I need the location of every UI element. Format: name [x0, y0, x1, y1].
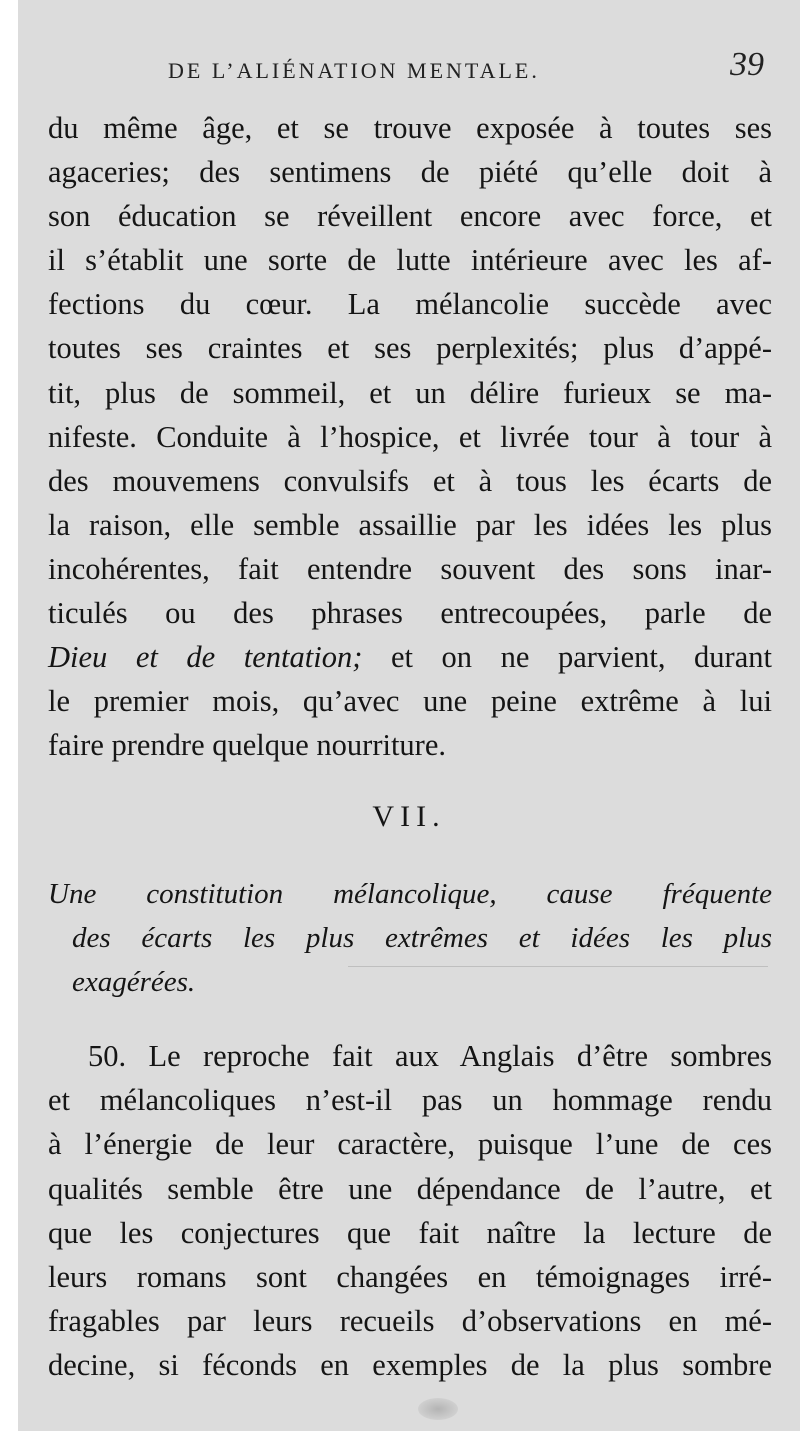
text-line: nifeste. Conduite à l’hospice, et livrée tour à tour à: [48, 419, 772, 454]
subheading-line: des écarts les plus extrêmes et idées les plus: [72, 922, 772, 954]
text-line: du même âge, et se trouve exposée à toutes ses: [48, 111, 772, 145]
text-line: leurs romans sont changées en témoignages irré-: [48, 1259, 772, 1294]
text-line: et mélancoliques n’est-il pas un hommage rendu: [48, 1083, 772, 1118]
italic-phrase: Dieu et de tentation;: [48, 640, 363, 675]
text-line: ticulés ou des phrases entrecoupées, parle de: [48, 596, 772, 631]
text-run: et on ne parvient, durant: [362, 640, 772, 675]
book-page: [18, 0, 800, 1431]
text-line: tit, plus de sommeil, et un délire furieux se ma-: [48, 375, 772, 410]
page-number: 39: [730, 46, 764, 83]
running-title: DE L’ALIÉNATION MENTALE.: [168, 58, 540, 83]
scan-margin: [0, 0, 18, 1431]
text-line: fragables par leurs recueils d’observations en mé-: [48, 1304, 772, 1339]
text-line: toutes ses craintes et ses perplexités; plus d’appé-: [48, 331, 772, 366]
text-line: fections du cœur. La mélancolie succède avec: [48, 287, 772, 322]
text-line: il s’établit une sorte de lutte intérieure avec les af-: [48, 243, 772, 278]
printer-ornament: [418, 1398, 458, 1420]
paragraph-50: [48, 1034, 772, 1388]
section-number: VII.: [372, 800, 446, 833]
text-line: decine, si féconds en exemples de la plus sombre: [48, 1348, 772, 1383]
text-line: 50. Le reproche fait aux Anglais d’être sombres: [88, 1039, 772, 1073]
subheading-line: exagérées.: [72, 966, 196, 998]
text-line: que les conjectures que fait naître la lecture de: [48, 1215, 772, 1250]
text-line: la raison, elle semble assaillie par les idées les plus: [48, 507, 772, 542]
text-line: incohérentes, fait entendre souvent des sons inar-: [48, 551, 772, 586]
text-line: son éducation se réveillent encore avec force, et: [48, 199, 772, 234]
text-line-mixed: [48, 635, 772, 679]
text-line: le premier mois, qu’avec une peine extrême à lui: [48, 684, 772, 719]
section-subheading: [48, 872, 772, 1004]
text-line: faire prendre quelque nourriture.: [48, 728, 447, 763]
text-line: agaceries; des sentimens de piété qu’elle doit à: [48, 155, 772, 190]
text-line: des mouvemens convulsifs et à tous les écarts de: [48, 463, 772, 498]
paragraph-continued: [48, 106, 772, 767]
subheading-line: Une constitution mélancolique, cause fréquente: [48, 878, 772, 910]
text-line: à l’énergie de leur caractère, puisque l’une de ces: [48, 1127, 772, 1162]
text-line: qualités semble être une dépendance de l’autre, et: [48, 1171, 772, 1206]
divider: [348, 966, 768, 967]
